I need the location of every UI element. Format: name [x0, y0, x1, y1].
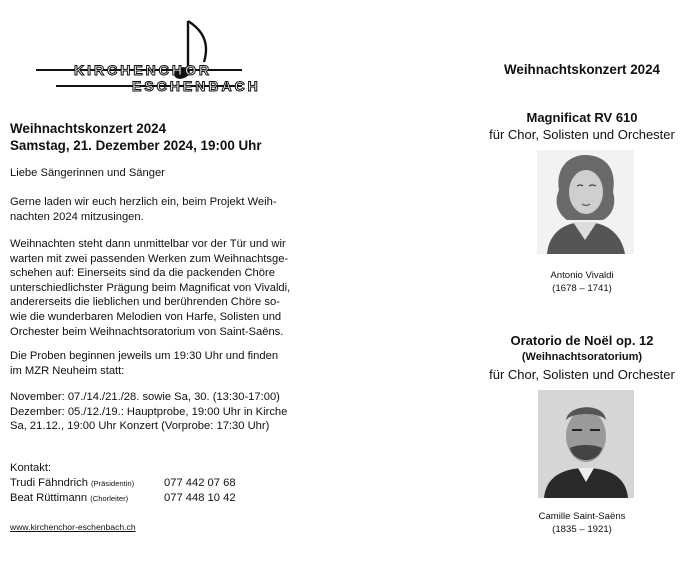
work-1-title: Magnificat RV 610 — [526, 110, 638, 125]
contact-name: Beat Rüttimann — [10, 492, 88, 505]
logo-text-line1: KIRCHENCHOR — [74, 62, 212, 78]
logo-text-line2: ESCHENBACH — [132, 78, 261, 94]
saint-saens-portrait — [538, 390, 634, 498]
paragraph-3-line: Die Proben beginnen jeweils um 19:30 Uhr und finden — [10, 350, 279, 362]
greeting — [10, 166, 310, 181]
contact-row — [10, 476, 310, 492]
contact-name: Trudi Fähndrich — [10, 476, 88, 489]
work-1 — [467, 109, 697, 143]
program-title: Weihnachtskonzert 2024 — [503, 62, 661, 77]
schedule-line: November: 07./14./21./28. sowie Sa, 30. (13:30-17:00) — [10, 391, 280, 403]
contact-role: (Präsidentin) — [91, 478, 135, 488]
schedule-line: Sa, 21.12., 19:00 Uhr Konzert (Vorprobe: 17:30 Uhr) — [10, 420, 270, 433]
composer-years: (1835 – 1921) — [552, 524, 612, 535]
paragraph-2-line: wie die wunderbaren Melodien von Harfe, Solisten und — [10, 310, 282, 323]
contact-block — [10, 461, 310, 507]
work-2-title: Oratorio de Noël op. 12 — [510, 333, 654, 348]
contact-label: Kontakt: — [10, 462, 52, 474]
concert-title — [467, 62, 697, 77]
invitation-column — [10, 120, 310, 154]
work-1-description: für Chor, Solisten und Orchester — [489, 127, 675, 142]
paragraph-2-line: unterschiedlichster Prägung beim Magnificat von Vivaldi, — [10, 281, 291, 294]
paragraph-2-line: warten mit zwei passenden Werken zum Weihnachtsge- — [10, 252, 289, 265]
paragraph-2-line: andererseits die lieblichen und berührenden Chöre so- — [10, 296, 280, 309]
concert-date: Samstag, 21. Dezember 2024, 19:00 Uhr — [10, 138, 262, 153]
rehearsal-schedule — [10, 390, 310, 434]
paragraph-2-line: Weihnachten steht dann unmittelbar vor der Tür und wir — [10, 238, 286, 250]
paragraph-3-line: im MZR Neuheim statt: — [10, 364, 125, 377]
greeting-text: Liebe Sängerinnen und Sänger — [10, 167, 165, 179]
paragraph-2-line: schehen auf: Einerseits sind da die packenden Chöre — [10, 267, 275, 280]
website-link[interactable]: www.kirchenchor-eschenbach.ch — [10, 522, 136, 532]
contact-phone: 077 442 07 68 — [164, 476, 236, 489]
paragraph-2-line: Orchester beim Weihnachtsoratorium von Saint-Saëns. — [10, 325, 284, 338]
schedule-line: Dezember: 05./12./19.: Hauptprobe, 19:00 Uhr in Kirche — [10, 405, 288, 418]
work-2 — [467, 333, 697, 383]
vivaldi-portrait — [537, 150, 634, 254]
contact-row — [10, 491, 310, 507]
composer-name: Antonio Vivaldi — [550, 270, 614, 281]
invitation-title: Weihnachtskonzert 2024 — [10, 121, 167, 136]
work-2-subtitle: (Weihnachtsoratorium) — [521, 351, 643, 363]
contact-role: (Chorleiter) — [90, 494, 129, 504]
composer-years: (1678 – 1741) — [552, 283, 612, 294]
paragraph-2 — [10, 237, 310, 339]
work-2-description: für Chor, Solisten und Orchester — [489, 367, 675, 382]
contact-phone: 077 448 10 42 — [164, 492, 236, 505]
paragraph-3 — [10, 349, 310, 378]
work-2-caption — [467, 510, 697, 536]
paragraph-1-line: nachten 2024 mitzusingen. — [10, 210, 144, 223]
composer-name: Camille Saint-Saëns — [538, 511, 626, 522]
paragraph-1-line: Gerne laden wir euch herzlich ein, beim Projekt Weih- — [10, 196, 277, 208]
work-1-caption — [467, 269, 697, 295]
paragraph-1 — [10, 195, 310, 224]
choir-logo — [36, 18, 261, 100]
